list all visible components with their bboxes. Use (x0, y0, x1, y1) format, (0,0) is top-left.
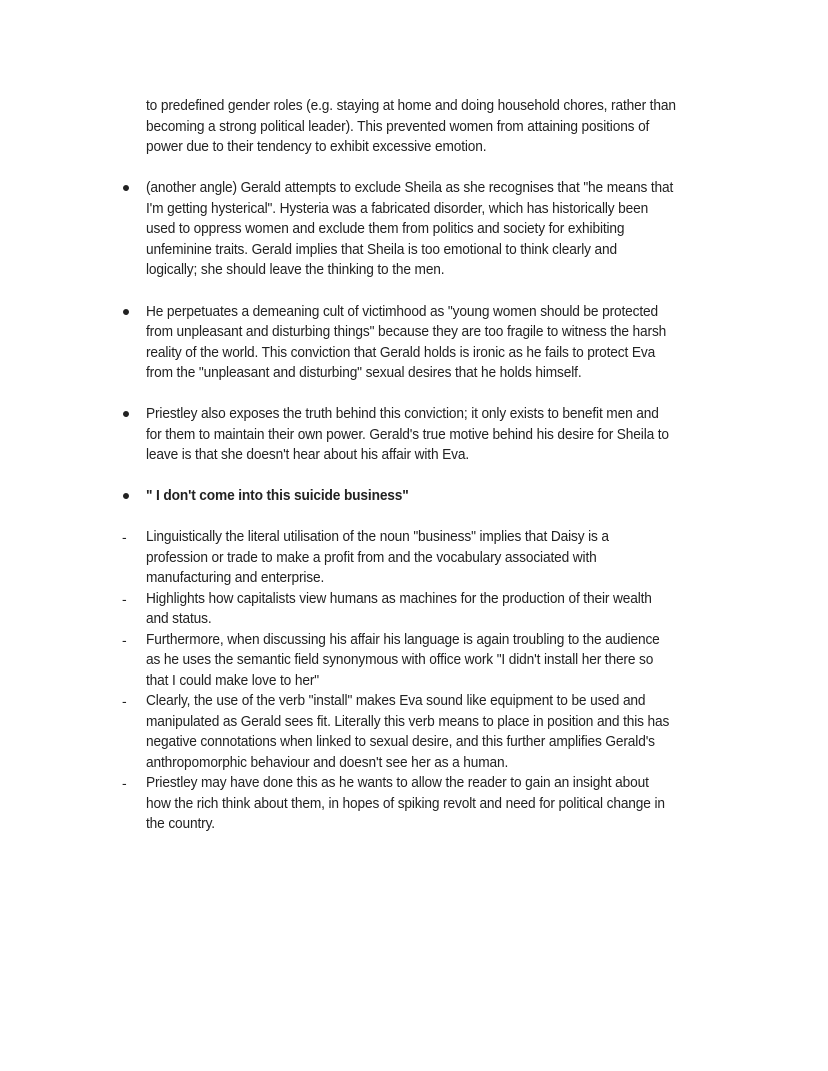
text-line: Linguistically the literal utilisation of the noun "business" implies that Daisy is a (146, 529, 609, 545)
text-line: logically; she should leave the thinking to the men. (146, 262, 445, 278)
text-line: Furthermore, when discussing his affair his language is again troubling to the audience (146, 631, 660, 648)
text-line: I'm getting hysterical". Hysteria was a fabricated disorder, which has historically been (146, 200, 649, 217)
text-line: the country. (146, 816, 215, 832)
text-line: power due to their tendency to exhibit excessive emotion. (146, 139, 487, 155)
dash-marker: - (122, 529, 127, 545)
text-line: how the rich think about them, in hopes of spiking revolt and need for political change in (146, 795, 665, 812)
dash-marker: - (122, 590, 127, 607)
bullet-dot-icon (123, 185, 129, 191)
text-line: from unpleasant and disturbing things" because they are too fragile to witness the harsh (146, 324, 667, 340)
dash-marker: - (122, 775, 127, 791)
text-line: manufacturing and enterprise. (146, 570, 325, 586)
text-line: anthropomorphic behaviour and doesn't see her as a human. (146, 754, 509, 771)
text-line: and status. (146, 611, 212, 627)
quote-heading: " I don't come into this suicide business" (146, 488, 409, 504)
dash-marker: - (122, 693, 127, 709)
text-line: (another angle) Gerald attempts to exclude Sheila as she recognises that "he means that (146, 180, 674, 196)
text-line: used to oppress women and exclude them from politics and society for exhibiting (146, 221, 625, 237)
bullet-dot-icon (123, 493, 129, 499)
text-line: Priestley also exposes the truth behind this conviction; it only exists to benefit men and (146, 406, 659, 422)
text-line: to predefined gender roles (e.g. staying at home and doing household chores, rather than (146, 98, 676, 114)
bullet-dot-icon (123, 309, 129, 315)
text-line: leave is that she doesn't hear about his affair with Eva. (146, 447, 470, 463)
text-line: that I could make love to her" (146, 672, 319, 689)
text-line: as he uses the semantic field synonymous with office work "I didn't install her there so (146, 652, 654, 668)
text-line: negative connotations when linked to sexual desire, and this further amplifies Gerald's (146, 734, 655, 750)
text-line: manipulated as Gerald sees fit. Literally this verb means to place in position and this has (146, 713, 670, 730)
text-line: Priestley may have done this as he wants to allow the reader to gain an insight about (146, 775, 649, 791)
text-line: unfeminine traits. Gerald implies that Sheila is too emotional to think clearly and (146, 241, 617, 258)
bullet-dot-icon (123, 411, 129, 417)
dash-marker: - (122, 631, 127, 648)
text-line: reality of the world. This conviction that Gerald holds is ironic as he fails to protect Eva (146, 344, 656, 361)
text-line: profession or trade to make a profit from and the vocabulary associated with (146, 549, 597, 566)
text-line: He perpetuates a demeaning cult of victimhood as "young women should be protected (146, 303, 659, 320)
text-line: Clearly, the use of the verb "install" makes Eva sound like equipment to be used and (146, 693, 646, 709)
text-line: Highlights how capitalists view humans as machines for the production of their wealth (146, 590, 652, 607)
text-line: becoming a strong political leader). This prevented women from attaining positions of (146, 118, 650, 135)
text-line: for them to maintain their own power. Gerald's true motive behind his desire for Sheila to (146, 426, 669, 443)
text-line: from the "unpleasant and disturbing" sexual desires that he holds himself. (146, 365, 582, 381)
